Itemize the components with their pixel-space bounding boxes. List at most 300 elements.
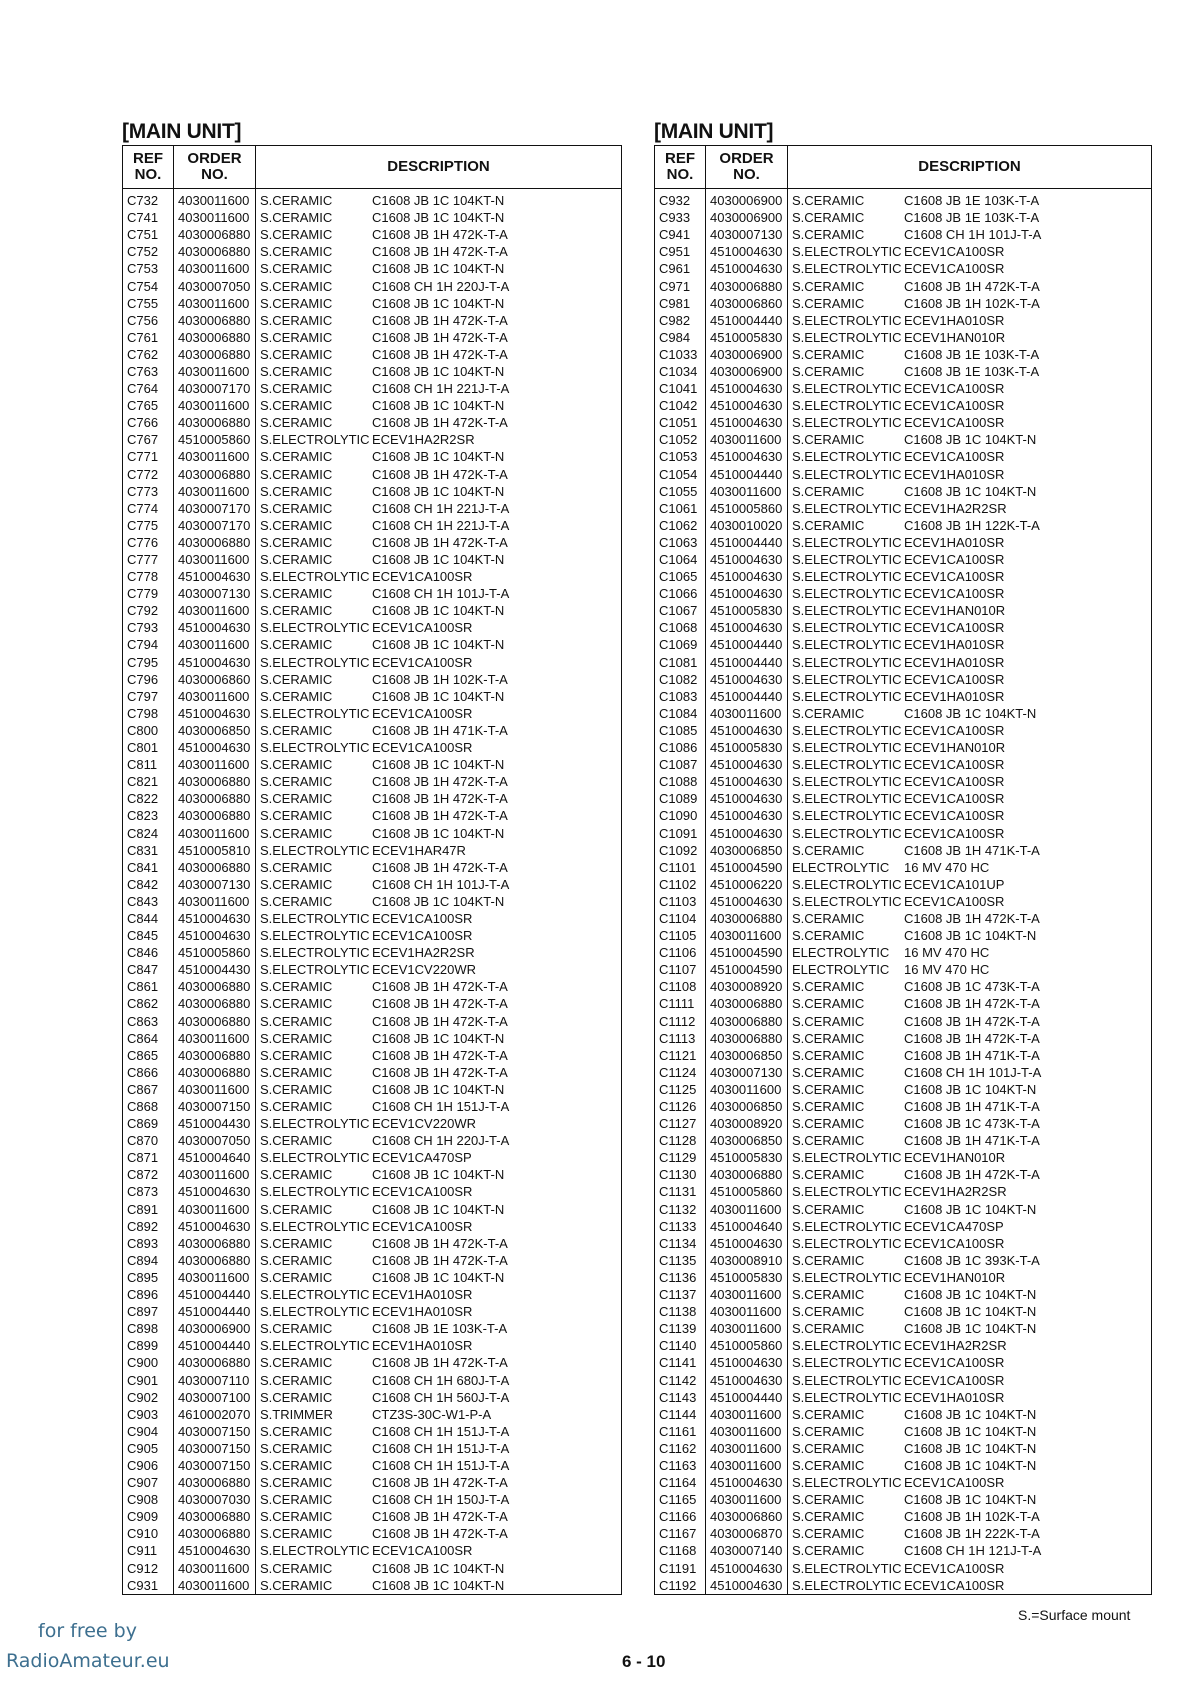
ref-no-cell: C801	[123, 739, 174, 756]
order-no-cell: 4030011600	[174, 1030, 256, 1047]
part-type: S.ELECTROLYTIC	[792, 244, 902, 260]
order-no-cell: 4030010020	[706, 517, 788, 534]
part-type: S.ELECTROLYTIC	[792, 312, 902, 328]
description-cell	[256, 226, 622, 243]
part-model: C1608 JB 1H 471K-T-A	[372, 722, 508, 738]
order-no-cell: 4030011600	[174, 893, 256, 910]
table-row	[655, 1081, 1152, 1098]
order-no-cell: 4510004630	[706, 722, 788, 739]
part-model: ECEV1CA100SR	[372, 620, 473, 636]
ref-no-cell: C775	[123, 517, 174, 534]
description-cell	[788, 414, 1152, 431]
ref-no-cell: C1140	[655, 1337, 706, 1354]
description-cell	[788, 260, 1152, 277]
watermark-line-1: for free by	[38, 1620, 137, 1642]
table-row	[655, 1098, 1152, 1115]
table-row	[123, 1440, 622, 1457]
table-row	[123, 773, 622, 790]
description-cell	[788, 483, 1152, 500]
order-no-cell: 4030007130	[174, 876, 256, 893]
section-title-right: [MAIN UNIT]	[654, 120, 774, 143]
ref-no-cell: C867	[123, 1081, 174, 1098]
part-model: ECEV1HA010SR	[904, 654, 1005, 670]
table-row	[655, 671, 1152, 688]
description-cell	[256, 1457, 622, 1474]
part-type: S.CERAMIC	[260, 1099, 333, 1115]
table-row	[123, 688, 622, 705]
order-no-cell: 4030006850	[706, 842, 788, 859]
part-model: C1608 JB 1C 104KT-N	[372, 295, 505, 311]
table-row	[123, 363, 622, 380]
ref-no-cell: C1124	[655, 1064, 706, 1081]
table-row	[123, 824, 622, 841]
description-cell	[788, 1474, 1152, 1491]
ref-no-cell: C1091	[655, 824, 706, 841]
order-no-cell: 4030006880	[706, 910, 788, 927]
table-row	[655, 1064, 1152, 1081]
part-model: C1608 JB 1H 472K-T-A	[372, 859, 508, 875]
description-cell	[788, 380, 1152, 397]
table-row	[655, 209, 1152, 226]
ref-no-cell: C870	[123, 1132, 174, 1149]
order-no-cell: 4510004630	[706, 1577, 788, 1595]
ref-no-cell: C897	[123, 1303, 174, 1320]
order-no-cell: 4030011600	[706, 1457, 788, 1474]
part-model: C1608 JB 1H 472K-T-A	[372, 329, 508, 345]
table-row	[655, 944, 1152, 961]
part-type: S.CERAMIC	[260, 193, 333, 209]
order-no-cell: 4030006880	[174, 1354, 256, 1371]
part-type: S.CERAMIC	[260, 363, 333, 379]
description-cell	[256, 295, 622, 312]
order-no-cell: 4510004440	[706, 654, 788, 671]
ref-no-cell: C1107	[655, 961, 706, 978]
description-cell	[256, 1406, 622, 1423]
order-no-cell: 4030006880	[174, 790, 256, 807]
part-type: S.CERAMIC	[260, 603, 333, 619]
part-type: S.ELECTROLYTIC	[260, 569, 370, 585]
part-type: S.CERAMIC	[260, 1201, 333, 1217]
ref-no-cell: C872	[123, 1166, 174, 1183]
part-model: ECEV1CA100SR	[904, 244, 1005, 260]
description-cell	[788, 1508, 1152, 1525]
part-model: C1608 JB 1E 103K-T-A	[904, 363, 1040, 379]
part-model: C1608 CH 1H 101J-T-A	[904, 1064, 1042, 1080]
table-row	[123, 1064, 622, 1081]
ref-no-cell: C798	[123, 705, 174, 722]
part-model: C1608 JB 1H 472K-T-A	[372, 996, 508, 1012]
ref-no-cell: C1164	[655, 1474, 706, 1491]
description-cell	[256, 277, 622, 294]
part-model: C1608 CH 1H 101J-T-A	[372, 876, 510, 892]
ref-no-cell: C824	[123, 824, 174, 841]
order-no-cell: 4510004440	[706, 312, 788, 329]
table-row	[655, 842, 1152, 859]
description-cell	[256, 260, 622, 277]
description-cell	[256, 1389, 622, 1406]
order-no-cell: 4030006850	[174, 722, 256, 739]
ref-no-cell: C754	[123, 277, 174, 294]
part-type: S.ELECTROLYTIC	[260, 1304, 370, 1320]
description-cell	[256, 380, 622, 397]
table-row	[655, 1269, 1152, 1286]
part-type: S.CERAMIC	[260, 1064, 333, 1080]
description-cell	[256, 568, 622, 585]
parts-table-left	[122, 145, 622, 1595]
ref-no-cell: C1112	[655, 1013, 706, 1030]
order-no-cell: 4510005860	[706, 1337, 788, 1354]
order-no-cell: 4030011600	[706, 927, 788, 944]
part-model: C1608 JB 1E 103K-T-A	[904, 346, 1040, 362]
part-model: C1608 JB 1C 104KT-N	[904, 1423, 1037, 1439]
part-type: S.CERAMIC	[792, 483, 865, 499]
description-cell	[256, 1081, 622, 1098]
table-row	[655, 961, 1152, 978]
ref-no-cell: C766	[123, 414, 174, 431]
part-model: ECEV1HA010SR	[904, 688, 1005, 704]
part-model: C1608 JB 1C 104KT-N	[372, 210, 505, 226]
part-model: ECEV1HA010SR	[904, 466, 1005, 482]
ref-no-cell: C1142	[655, 1371, 706, 1388]
order-no-cell: 4030011600	[706, 705, 788, 722]
description-cell	[788, 1064, 1152, 1081]
table-row	[655, 705, 1152, 722]
order-no-cell: 4510005830	[706, 1149, 788, 1166]
table-row	[123, 534, 622, 551]
ref-no-cell: C894	[123, 1252, 174, 1269]
order-no-cell: 4510004440	[174, 1303, 256, 1320]
part-model: ECEV1CA100SR	[904, 449, 1005, 465]
ref-no-cell: C1081	[655, 654, 706, 671]
part-model: C1608 JB 1H 472K-T-A	[372, 1509, 508, 1525]
order-no-cell: 4030011600	[174, 551, 256, 568]
part-model: ECEV1CA100SR	[904, 1355, 1005, 1371]
part-model: ECEV1CA100SR	[904, 569, 1005, 585]
order-no-cell: 4030006880	[706, 1030, 788, 1047]
table-row	[123, 756, 622, 773]
table-row	[123, 1235, 622, 1252]
description-cell	[788, 500, 1152, 517]
part-type: S.CERAMIC	[260, 466, 333, 482]
table-row	[655, 824, 1152, 841]
order-no-cell: 4510004630	[706, 1371, 788, 1388]
ref-no-cell: C797	[123, 688, 174, 705]
order-no-cell: 4510004630	[174, 654, 256, 671]
table-row	[655, 1132, 1152, 1149]
description-cell	[256, 619, 622, 636]
order-no-cell: 4030011600	[706, 1320, 788, 1337]
part-type: S.ELECTROLYTIC	[792, 722, 902, 738]
part-type: S.CERAMIC	[260, 329, 333, 345]
table-row	[123, 876, 622, 893]
ref-no-cell: C822	[123, 790, 174, 807]
description-cell	[256, 1183, 622, 1200]
part-model: ECEV1HAN010R	[904, 1150, 1006, 1166]
part-type: S.CERAMIC	[260, 1457, 333, 1473]
description-cell	[256, 1577, 622, 1595]
part-model: C1608 JB 1C 104KT-N	[904, 483, 1037, 499]
ref-no-cell: C862	[123, 995, 174, 1012]
order-no-cell: 4030011600	[174, 688, 256, 705]
part-model: CTZ3S-30C-W1-P-A	[372, 1406, 492, 1422]
table-row	[123, 1218, 622, 1235]
ref-no-cell: C1103	[655, 893, 706, 910]
part-model: ECEV1CA100SR	[904, 398, 1005, 414]
part-type: S.ELECTROLYTIC	[792, 791, 902, 807]
description-cell	[256, 859, 622, 876]
order-no-cell: 4030006880	[174, 1047, 256, 1064]
ref-no-cell: C772	[123, 466, 174, 483]
order-no-cell: 4510004630	[706, 1235, 788, 1252]
description-cell	[256, 790, 622, 807]
part-type: S.ELECTROLYTIC	[260, 962, 370, 978]
table-row	[655, 893, 1152, 910]
description-cell	[788, 688, 1152, 705]
table-row	[123, 1389, 622, 1406]
table-row	[655, 483, 1152, 500]
part-type: S.CERAMIC	[260, 1526, 333, 1542]
order-no-cell: 4030011600	[174, 824, 256, 841]
part-model: ECEV1CA100SR	[904, 825, 1005, 841]
part-model: C1608 JB 1C 104KT-N	[904, 1081, 1037, 1097]
part-model: C1608 JB 1H 472K-T-A	[372, 791, 508, 807]
part-model: C1608 CH 1H 151J-T-A	[372, 1440, 510, 1456]
part-model: ECEV1HA010SR	[904, 312, 1005, 328]
order-no-cell: 4030006850	[706, 1047, 788, 1064]
ref-no-cell: C1135	[655, 1252, 706, 1269]
part-type: S.CERAMIC	[260, 791, 333, 807]
part-type: S.CERAMIC	[792, 1116, 865, 1132]
order-no-cell: 4030006880	[174, 773, 256, 790]
description-cell	[256, 1269, 622, 1286]
order-no-cell: 4030006880	[174, 1252, 256, 1269]
description-cell	[256, 448, 622, 465]
order-no-cell: 4030011600	[706, 1303, 788, 1320]
ref-no-cell: C1126	[655, 1098, 706, 1115]
table-row	[123, 414, 622, 431]
part-model: ECEV1CA100SR	[904, 1577, 1005, 1593]
table-row	[655, 1354, 1152, 1371]
table-row	[655, 1047, 1152, 1064]
order-no-cell: 4510004440	[706, 688, 788, 705]
part-type: S.CERAMIC	[260, 534, 333, 550]
ref-no-cell: C777	[123, 551, 174, 568]
parts-table-body-left	[123, 189, 622, 1595]
ref-no-cell: C908	[123, 1491, 174, 1508]
part-type: S.CERAMIC	[260, 808, 333, 824]
order-no-cell: 4510004630	[706, 380, 788, 397]
order-no-cell: 4510004440	[706, 466, 788, 483]
part-type: S.ELECTROLYTIC	[792, 500, 902, 516]
part-type: S.ELECTROLYTIC	[792, 637, 902, 653]
description-cell	[788, 1218, 1152, 1235]
part-type: S.CERAMIC	[792, 1406, 865, 1422]
part-type: S.CERAMIC	[260, 1475, 333, 1491]
part-model: ECEV1HA2R2SR	[904, 1338, 1007, 1354]
table-row	[655, 243, 1152, 260]
table-row	[655, 585, 1152, 602]
part-model: C1608 JB 1C 393K-T-A	[904, 1252, 1040, 1268]
description-cell	[788, 1354, 1152, 1371]
part-type: S.CERAMIC	[260, 1577, 333, 1593]
ref-no-cell: C1033	[655, 346, 706, 363]
description-cell	[256, 1525, 622, 1542]
description-cell	[788, 243, 1152, 260]
description-cell	[788, 1371, 1152, 1388]
part-model: C1608 JB 1H 472K-T-A	[372, 1526, 508, 1542]
description-cell	[788, 1235, 1152, 1252]
part-type: S.ELECTROLYTIC	[792, 1218, 902, 1234]
part-model: ECEV1CA100SR	[904, 620, 1005, 636]
part-type: S.ELECTROLYTIC	[792, 1560, 902, 1576]
description-cell	[256, 756, 622, 773]
part-model: C1608 JB 1H 472K-T-A	[372, 1013, 508, 1029]
order-no-cell: 4030006860	[706, 1508, 788, 1525]
ref-no-cell: C1102	[655, 876, 706, 893]
ref-no-cell: C1144	[655, 1406, 706, 1423]
ref-no-cell: C1061	[655, 500, 706, 517]
order-no-cell: 4030007110	[174, 1371, 256, 1388]
description-cell	[788, 995, 1152, 1012]
part-model: C1608 JB 1H 471K-T-A	[904, 1099, 1040, 1115]
ref-no-cell: C895	[123, 1269, 174, 1286]
description-cell	[788, 209, 1152, 226]
part-type: S.CERAMIC	[260, 996, 333, 1012]
description-cell	[256, 517, 622, 534]
description-cell	[788, 1013, 1152, 1030]
order-no-cell: 4510005830	[706, 602, 788, 619]
part-type: S.ELECTROLYTIC	[792, 1269, 902, 1285]
description-cell	[256, 807, 622, 824]
ref-no-cell: C1133	[655, 1218, 706, 1235]
part-type: S.CERAMIC	[260, 1389, 333, 1405]
table-row	[123, 1252, 622, 1269]
description-cell	[256, 1218, 622, 1235]
ref-no-cell: C1167	[655, 1525, 706, 1542]
part-model: C1608 JB 1C 104KT-N	[904, 1304, 1037, 1320]
table-row	[123, 859, 622, 876]
ref-no-cell: C1137	[655, 1286, 706, 1303]
description-cell	[788, 654, 1152, 671]
order-no-cell: 4510004440	[706, 636, 788, 653]
table-row	[655, 329, 1152, 346]
part-model: ECEV1CA100SR	[904, 261, 1005, 277]
order-no-cell: 4030006880	[706, 995, 788, 1012]
ref-no-cell: C1138	[655, 1303, 706, 1320]
ref-no-cell: C1088	[655, 773, 706, 790]
table-row	[655, 722, 1152, 739]
order-no-cell: 4510004630	[174, 739, 256, 756]
description-cell	[788, 1423, 1152, 1440]
table-row	[655, 380, 1152, 397]
table-row	[655, 363, 1152, 380]
part-type: S.ELECTROLYTIC	[260, 620, 370, 636]
table-row	[123, 1474, 622, 1491]
part-model: C1608 JB 1H 472K-T-A	[372, 312, 508, 328]
table-row	[123, 1508, 622, 1525]
part-type: S.CERAMIC	[260, 1560, 333, 1576]
order-no-cell: 4030011600	[706, 1440, 788, 1457]
order-no-cell: 4510004630	[174, 705, 256, 722]
order-no-cell: 4510004440	[174, 1286, 256, 1303]
table-row	[123, 1201, 622, 1218]
part-type: S.ELECTROLYTIC	[260, 654, 370, 670]
part-type: S.CERAMIC	[792, 517, 865, 533]
table-row	[655, 517, 1152, 534]
order-no-cell: 4030006880	[174, 978, 256, 995]
part-type: S.ELECTROLYTIC	[260, 1338, 370, 1354]
table-row	[655, 1235, 1152, 1252]
table-row	[123, 1371, 622, 1388]
part-model: C1608 JB 1C 104KT-N	[904, 928, 1037, 944]
ref-no-cell: C1113	[655, 1030, 706, 1047]
part-type: S.CERAMIC	[792, 1287, 865, 1303]
table-row	[123, 1560, 622, 1577]
order-no-cell: 4510004630	[174, 619, 256, 636]
order-no-cell: 4030006880	[174, 995, 256, 1012]
order-no-cell: 4510004440	[174, 1337, 256, 1354]
order-no-cell: 4030007140	[706, 1542, 788, 1559]
part-model: C1608 JB 1H 472K-T-A	[372, 1475, 508, 1491]
part-model: C1608 JB 1C 104KT-N	[372, 603, 505, 619]
part-type: S.ELECTROLYTIC	[260, 1287, 370, 1303]
part-type: S.CERAMIC	[260, 1133, 333, 1149]
ref-no-cell: C901	[123, 1371, 174, 1388]
description-cell	[788, 551, 1152, 568]
table-row	[123, 431, 622, 448]
part-model: C1608 JB 1H 472K-T-A	[904, 1030, 1040, 1046]
description-cell	[256, 1201, 622, 1218]
description-cell	[256, 1354, 622, 1371]
part-type: S.CERAMIC	[792, 1492, 865, 1508]
part-model: 16 MV 470 HC	[904, 859, 990, 875]
part-model: C1608 JB 1C 104KT-N	[372, 757, 505, 773]
part-model: C1608 JB 1H 472K-T-A	[904, 1167, 1040, 1183]
table-row	[655, 1030, 1152, 1047]
table-row	[655, 654, 1152, 671]
part-type: S.CERAMIC	[260, 1440, 333, 1456]
order-no-cell: 4030006900	[174, 1320, 256, 1337]
part-model: C1608 CH 1H 121J-T-A	[904, 1543, 1042, 1559]
order-no-cell: 4510006220	[706, 876, 788, 893]
ref-no-cell: C752	[123, 243, 174, 260]
ref-no-cell: C842	[123, 876, 174, 893]
order-no-cell: 4510004630	[706, 414, 788, 431]
part-model: C1608 JB 1H 471K-T-A	[904, 1047, 1040, 1063]
ref-no-cell: C755	[123, 295, 174, 312]
description-cell	[256, 1030, 622, 1047]
part-type: S.CERAMIC	[260, 1423, 333, 1439]
order-no-cell: 4030007130	[174, 585, 256, 602]
table-row	[655, 226, 1152, 243]
ref-no-cell: C1090	[655, 807, 706, 824]
part-model: ECEV1CA100SR	[904, 671, 1005, 687]
part-type: S.CERAMIC	[260, 1372, 333, 1388]
ref-no-cell: C778	[123, 568, 174, 585]
description-cell	[256, 1047, 622, 1064]
part-model: C1608 JB 1H 472K-T-A	[372, 415, 508, 431]
part-model: ECEV1CA100SR	[904, 381, 1005, 397]
description-cell	[788, 978, 1152, 995]
table-row	[655, 1440, 1152, 1457]
table-row	[655, 927, 1152, 944]
order-no-cell: 4510004440	[706, 534, 788, 551]
description-cell	[256, 1115, 622, 1132]
part-model: C1608 JB 1C 104KT-N	[372, 825, 505, 841]
order-no-cell: 4030007150	[174, 1440, 256, 1457]
table-row	[655, 534, 1152, 551]
table-row	[123, 1269, 622, 1286]
